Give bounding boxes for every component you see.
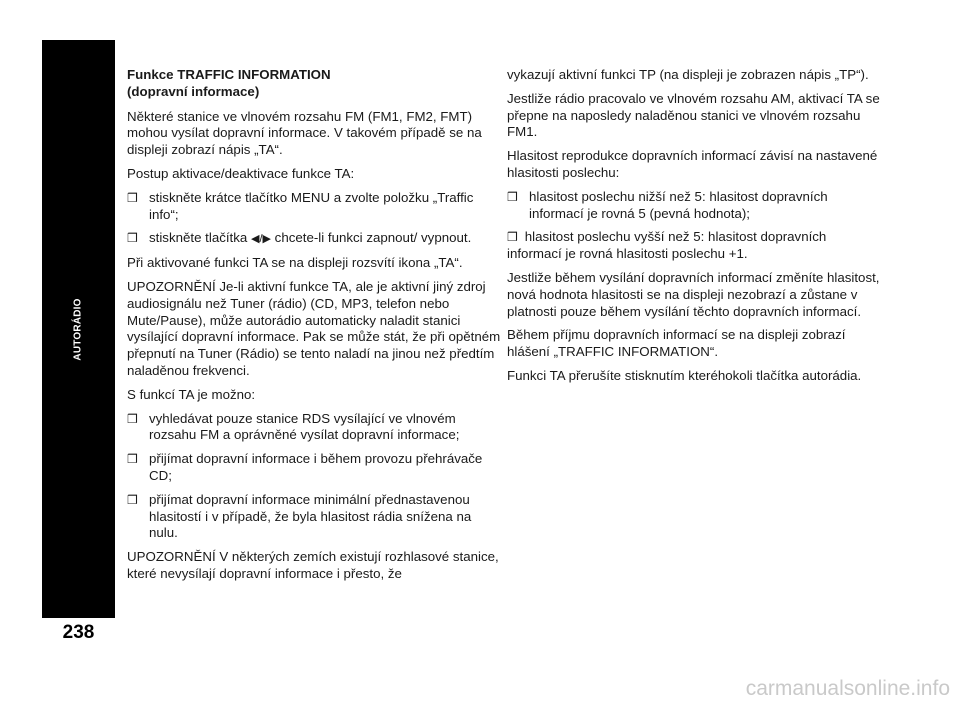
paragraph: Jestliže během vysílání dopravních informací změníte hlasitost, nová hodnota hlasitosti se na displeji nezobrazí a zůstane v platnosti pouze během vysílání těchto dopravních informací. [507,269,880,319]
heading-line-2: (dopravní informace) [127,83,260,99]
bullet-text: přijímat dopravní informace i během provozu přehrávače CD; [149,451,483,483]
bullet-item [127,411,502,445]
paragraph: Jestliže rádio pracovalo ve vlnovém rozsahu AM, aktivací TA se přepne na naposledy naladěnou stanici ve vlnovém rozsahu FM1. [507,90,880,140]
bullet-text: přijímat dopravní informace minimální přednastavenou hlasitostí i v případě, že byla hlasitost rádia snížena na nulu. [149,491,472,541]
bullet-item [127,451,502,485]
heading-title: TRAFFIC INFORMATION [177,67,331,82]
paragraph: Postup aktivace/deaktivace funkce TA: [127,165,355,181]
bullet-box-icon: ❒ [127,452,138,467]
paragraph: S funkcí TA je možno: [127,386,256,402]
bullet-text: vyhledávat pouze stanice RDS vysílající ve vlnovém rozsahu FM a oprávněné vysílat dopravní informace; [149,410,460,443]
bullet-item [127,492,502,542]
bullet-box-icon: ❒ [507,230,518,245]
heading-prefix: Funkce [127,67,178,82]
bullet-item [507,229,882,263]
bullet-text: hlasitost poslechu nižší než 5: hlasitost dopravních informací je rovná 5 (pevná hodnota); [529,188,828,221]
bullet-item [127,230,502,248]
paragraph: vykazují aktivní funkci TP (na displeji je zobrazen nápis „TP“). [507,67,869,82]
section-label-text: AUTORÁDIO [72,297,84,361]
bullet-text: hlasitost poslechu vyšší než 5: hlasitost dopravních informací je rovná hlasitosti poslechu +1. [507,229,827,262]
paragraph: Hlasitost reprodukce dopravních informací závisí na nastavené hlasitosti poslechu: [507,148,878,180]
paragraph: Během příjmu dopravních informací se na displeji zobrazí hlášení „TRAFFIC INFORMATION“. [507,327,846,360]
bullet-box-icon: ❒ [127,190,138,205]
bullet-item [127,190,502,224]
bullet-box-icon: ❒ [127,411,138,426]
heading-line-1 [127,67,502,84]
bullet-box-icon: ❒ [507,189,518,204]
section-label [42,40,115,618]
bullet-text: stiskněte tlačítka [149,230,251,246]
paragraph: Funkci TA přerušíte stisknutím kteréhokoli tlačítka autorádia. [507,367,862,383]
bullet-box-icon: ❒ [127,492,138,507]
bullet-box-icon: ❒ [127,231,138,246]
paragraph: Některé stanice ve vlnovém rozsahu FM (FM1, FM2, FMT) mohou vysílat dopravní informace. V takovém případě se na displeji zobrazí nápis „TA“. [127,108,482,158]
bullet-text: stiskněte krátce tlačítko MENU a zvolte položku „Traffic info“; [149,189,474,222]
section-heading [127,67,502,101]
warning-paragraph: UPOZORNĚNÍ V některých zemích existují rozhlasové stanice, které nevysílají dopravní informace i přesto, že [127,549,499,581]
bullet-item [507,189,882,223]
left-column [127,67,502,590]
warning-paragraph: UPOZORNĚNÍ Je-li aktivní funkce TA, ale je aktivní jiný zdroj audiosignálu než Tuner (rádio) (CD, MP3, telefon nebo Mute/Pause), může autorádio automaticky naladit stanici vysílající dopravní informace. Pak se může stát, že při opětném přepnutí na Tuner (Rádio) se tento naladí na jinou než předtím naladěnou frekvenci. [127,278,501,378]
paragraph: Při aktivované funkci TA se na displeji rozsvítí ikona „TA“. [127,255,463,271]
bullet-text: chcete-li funkci zapnout/ vypnout. [270,230,472,246]
page-number: 238 [62,622,95,643]
arrow-left-right-icon: ◀/▶ [251,233,271,246]
watermark: carmanualsonline.info [745,677,950,700]
right-column [507,67,882,392]
